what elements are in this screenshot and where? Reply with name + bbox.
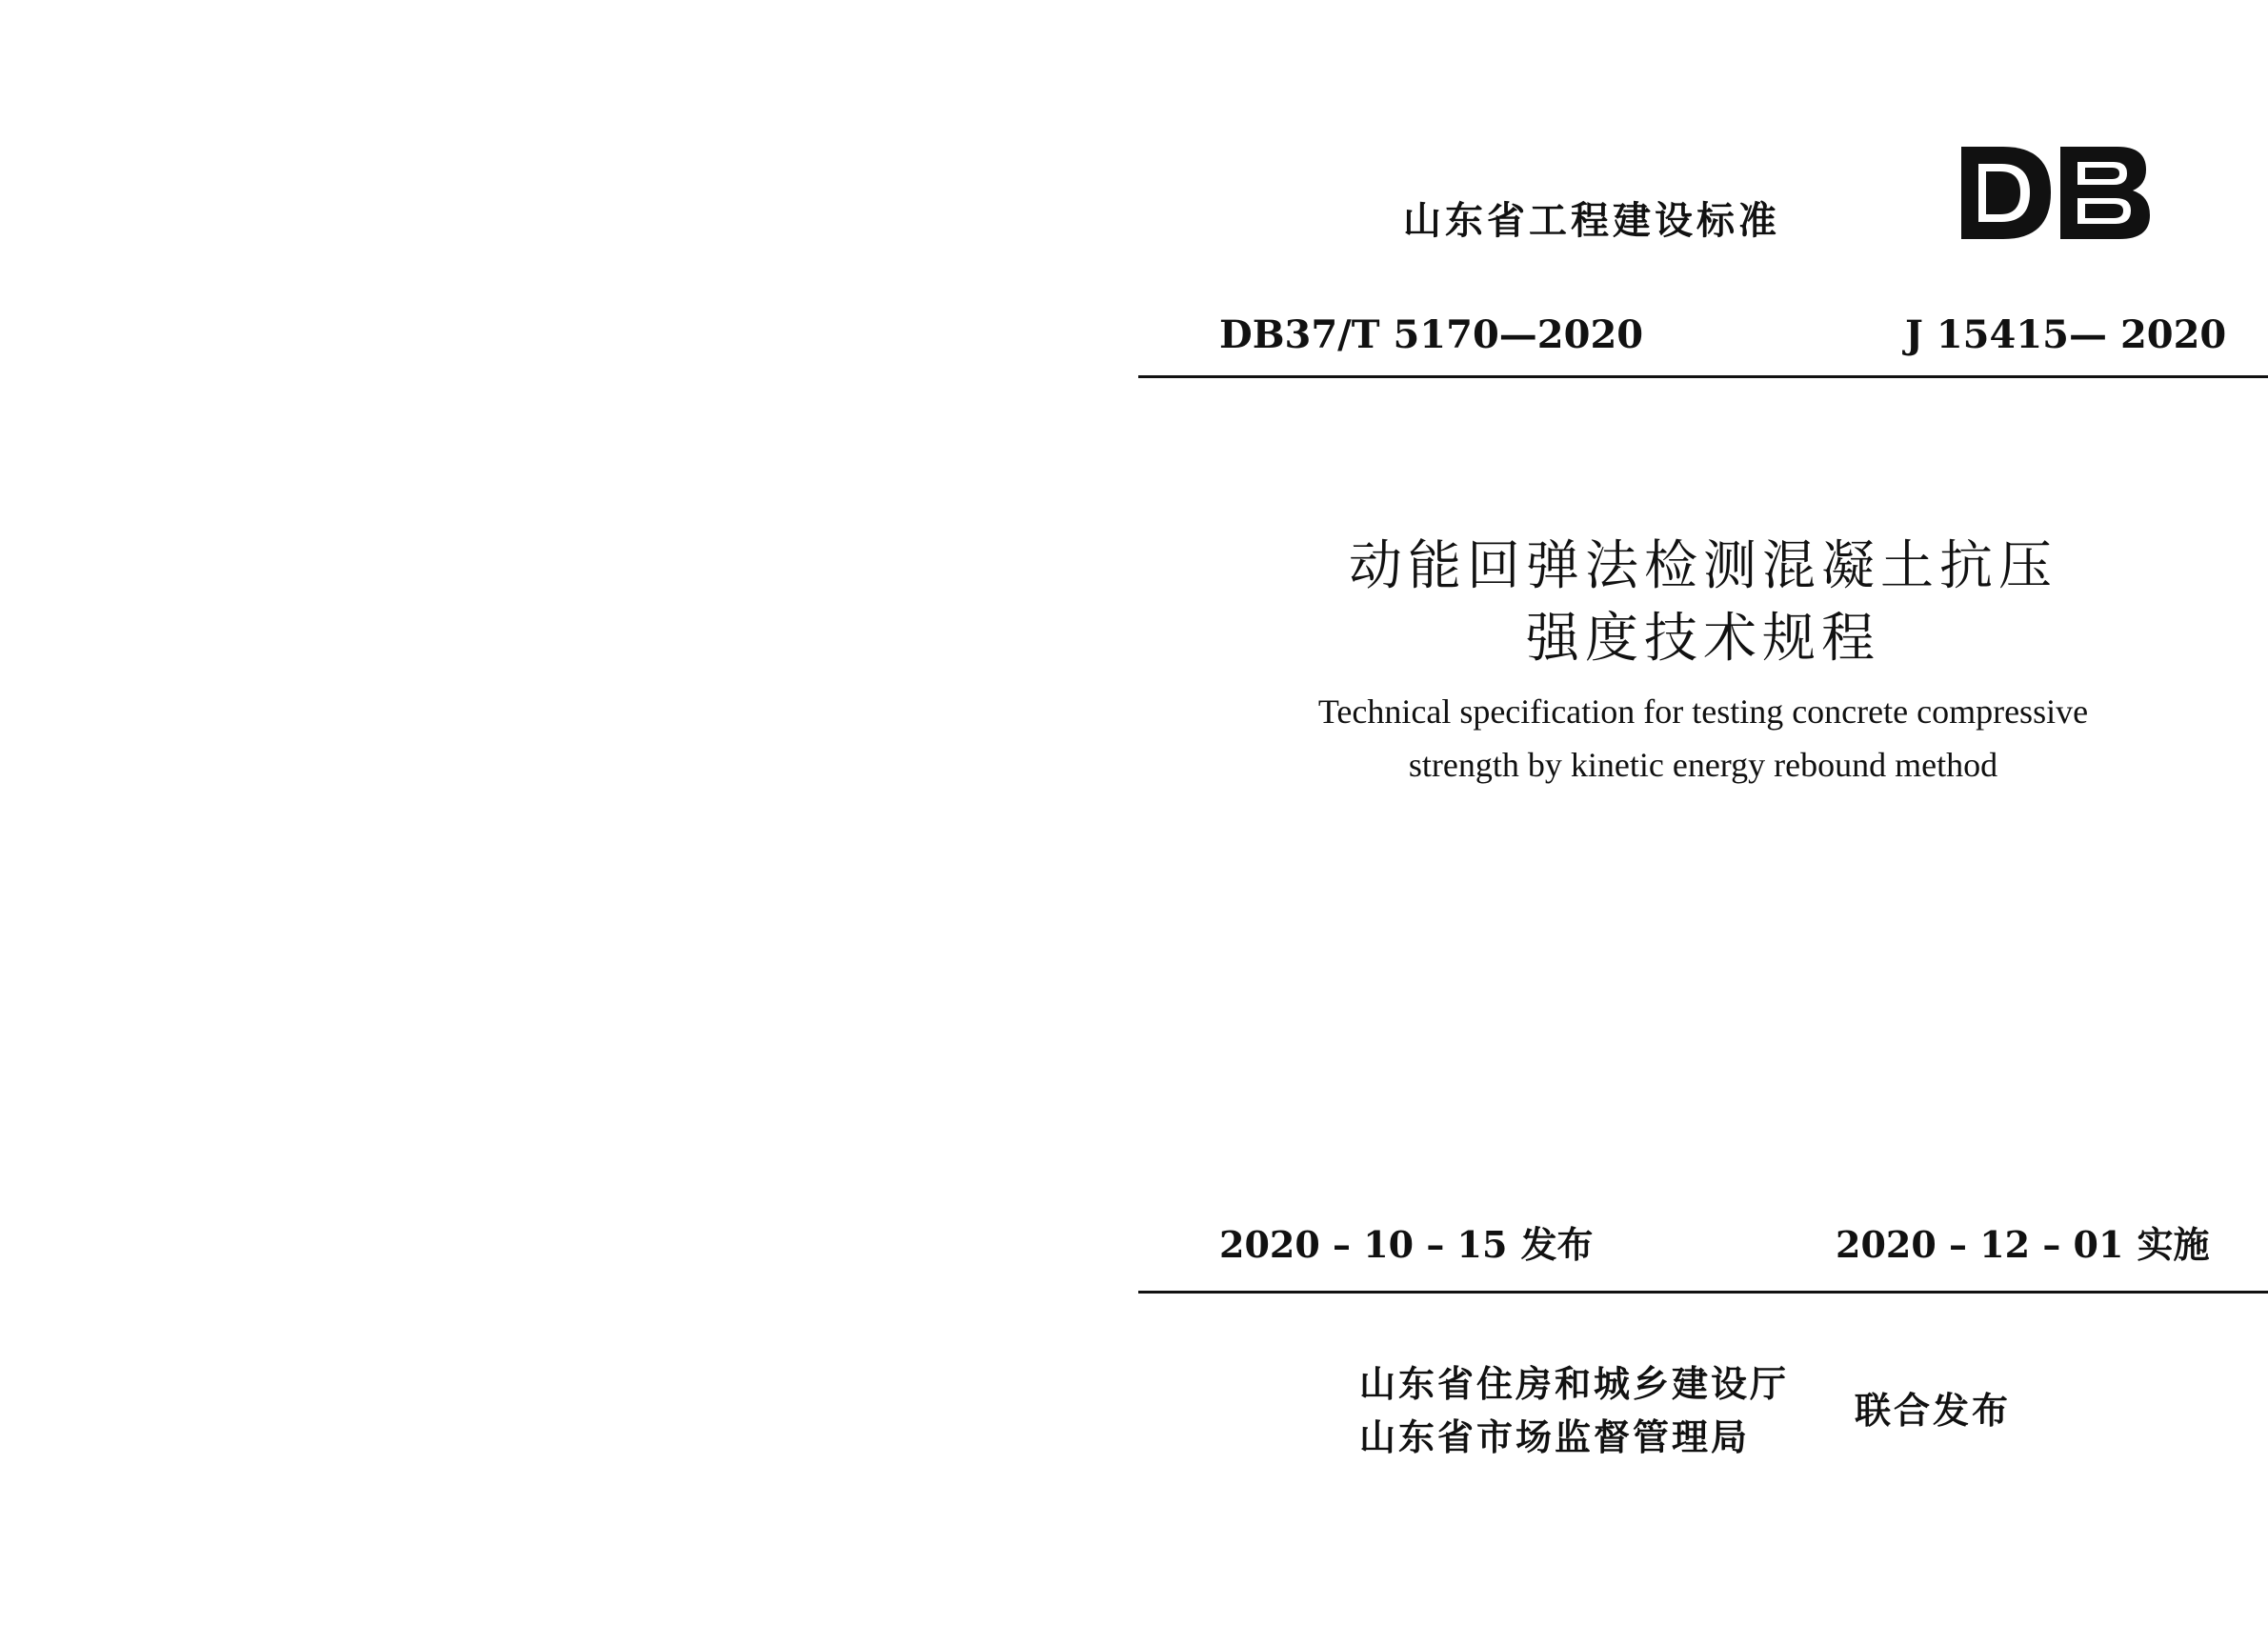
effective-date xyxy=(1836,1215,2209,1268)
joint-issue-label: 联合发布 xyxy=(1855,1390,2012,1432)
issue-date-suffix: 发布 xyxy=(1520,1224,1594,1266)
title-cn-line2: 强度技术规程 xyxy=(1526,608,1880,670)
effective-date-value: 2020 – 12 – 01 xyxy=(1836,1223,2124,1266)
top-divider xyxy=(1138,375,2268,378)
standard-number: DB37/T 5170—2020 xyxy=(1219,312,1644,357)
front-cover-page xyxy=(1138,0,2268,1625)
db-logo xyxy=(1957,143,2153,243)
bottom-divider xyxy=(1138,1291,2268,1294)
title-en-line1: Technical specification for testing concrete compressive xyxy=(1317,692,2089,731)
issue-date xyxy=(1219,1215,1593,1268)
title-en-line2: strength by kinetic energy rebound method xyxy=(1408,746,1998,784)
issuer-dept1: 山东省住房和城乡建设厅 xyxy=(1359,1363,1790,1405)
title-cn-line1: 动能回弹法检测混凝土抗压 xyxy=(1349,535,2057,597)
effective-date-suffix: 实施 xyxy=(2137,1224,2210,1266)
standard-series: 山东省工程建设标准 xyxy=(1403,199,1780,243)
record-number: J 15415— 2020 xyxy=(1905,312,2227,357)
issuer-dept2: 山东省市场监督管理局 xyxy=(1359,1416,1751,1458)
issue-date-value: 2020 – 10 – 15 xyxy=(1219,1223,1508,1266)
